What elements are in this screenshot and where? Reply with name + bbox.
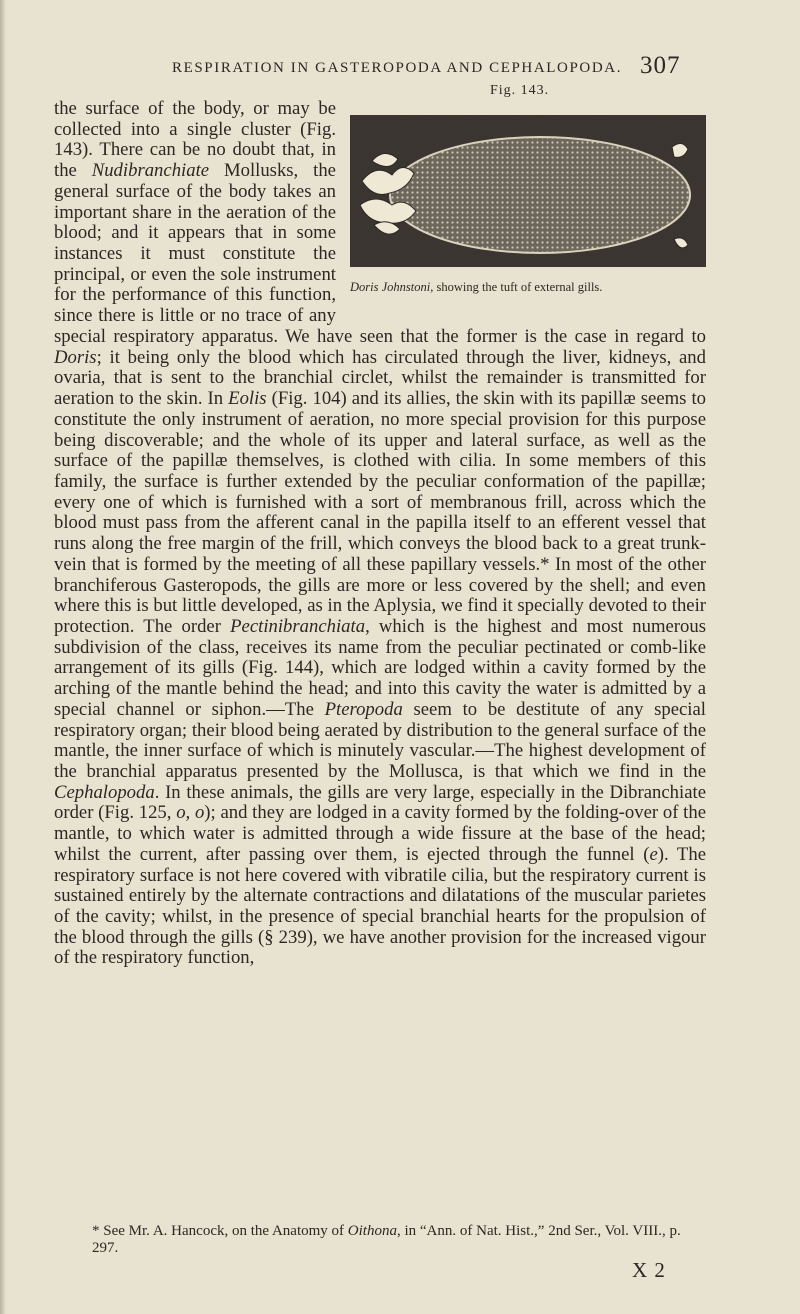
text-segment: Mollusks, the general surface of the body takes an important share in the aeration of the blood; and it appears that in some instances it must constitute the principal, or even the sole instrument for the performance of this function, since there is little or no trace of any special respiratory apparatus. We have seen that the former is the case in regard to bbox=[54, 160, 706, 347]
page-edge-shadow bbox=[0, 0, 6, 1314]
figure-caption-text: showing the tuft of external gills. bbox=[433, 280, 603, 294]
text-segment: ; it being only the blood which has circulated through the liver, kidneys, and ovaria, that is sent to the branchial circlet, whilst the remainder is transmitted for aeration to the skin. In bbox=[54, 346, 706, 410]
footnote-text: * See Mr. A. Hancock, on the Anatomy of bbox=[92, 1223, 348, 1239]
italic-term: Eolis bbox=[228, 388, 267, 410]
figure-caption-species: Doris Johnstoni, bbox=[350, 280, 434, 294]
text-segment: the surface of the body, or may be collected into a single cluster (Fig. 143). There can be no doubt that, in the bbox=[54, 98, 336, 182]
italic-term: o, o bbox=[176, 802, 205, 824]
italic-term: Pectinibranchiata bbox=[230, 615, 366, 637]
figure-label: Fig. 143. bbox=[490, 83, 550, 98]
signature-mark: X 2 bbox=[632, 1258, 666, 1282]
footnote-italic: Oithona bbox=[347, 1223, 397, 1239]
italic-term: Doris bbox=[54, 346, 97, 368]
figure-143 bbox=[350, 67, 706, 313]
italic-term: Pteropoda bbox=[324, 698, 403, 720]
running-head-title: RESPIRATION IN GASTEROPODA AND CEPHALOPODA. bbox=[172, 60, 623, 76]
text-segment: ); and they are lodged in a cavity formed by the folding-over of the mantle, to which water is admitted through a wide fissure at the base of the head; whilst the current, after passing over them, is ejected through the funnel ( bbox=[54, 802, 706, 865]
text-segment: , which is the highest and most numerous subdivision of the class, receives its name from the peculiar pectinated or comb-like arrangement of its gills (Fig. 144), which are lodged within a cavity formed by the arching of the mantle behind the head; and into this cavity the water is admitted by a special channel or siphon.—The bbox=[54, 615, 706, 720]
italic-term: Nudibranchiate bbox=[91, 160, 210, 182]
text-segment: (Fig. 104) and its allies, the skin with its papillæ seems to constitute the only instrument of aeration, no more special provision for this purpose being discoverable; and the whole of its upper and lateral surface, as well as the surface of the papillæ themselves, is clothed with cilia. In some members of this family, the surface is further extended by the peculiar conformation of the papillæ; every one of which is furnished with a sort of membranous frill, across which the blood must pass from the afferent canal in the papilla itself to an efferent vessel that runs along the free margin of the frill, which conveys the blood back to a great trunk-vein that is formed by the meeting of all these papillary vessels.* In most of the other branchiferous Gasteropods, the gills are more or less covered by the shell; and even where this is but little developed, as in the Aplysia, we find it specially devoted to their protection. The order bbox=[54, 388, 707, 637]
text-segment: seem to be destitute of any special respiratory organ; their blood being aerated by distribution to the general surface of the mantle, the inner surface of which is minutely vascular.—The highest development of the branchial apparatus presented by the Mollusca, is that which we find in the bbox=[54, 698, 706, 782]
page-number: 307 bbox=[640, 52, 681, 79]
figure-caption bbox=[350, 280, 706, 294]
doris-johnstoni-illustration bbox=[350, 115, 706, 267]
text-segment: ). The respiratory surface is not here covered with vibratile cilia, but the respiratory current is sustained entirely by the alternate contractions and dilatations of the muscular parietes of the cavity; whilst, in the presence of special branchial hearts for the propulsion of the blood through the gills (§ 239), we have another provision for the increased vigour of the respiratory function, bbox=[54, 843, 706, 969]
body-text bbox=[54, 83, 707, 969]
footnote-text: , in “Ann. of Nat. Hist.,” 2nd Ser., Vol. VIII., p. 297. bbox=[92, 1223, 681, 1256]
footnote bbox=[92, 1223, 704, 1257]
text-segment: . In these animals, the gills are very large, especially in the Dibranchiate order (Fig. 125, bbox=[54, 781, 706, 824]
italic-term: Cephalopoda bbox=[54, 781, 155, 803]
italic-term: e bbox=[649, 843, 658, 865]
